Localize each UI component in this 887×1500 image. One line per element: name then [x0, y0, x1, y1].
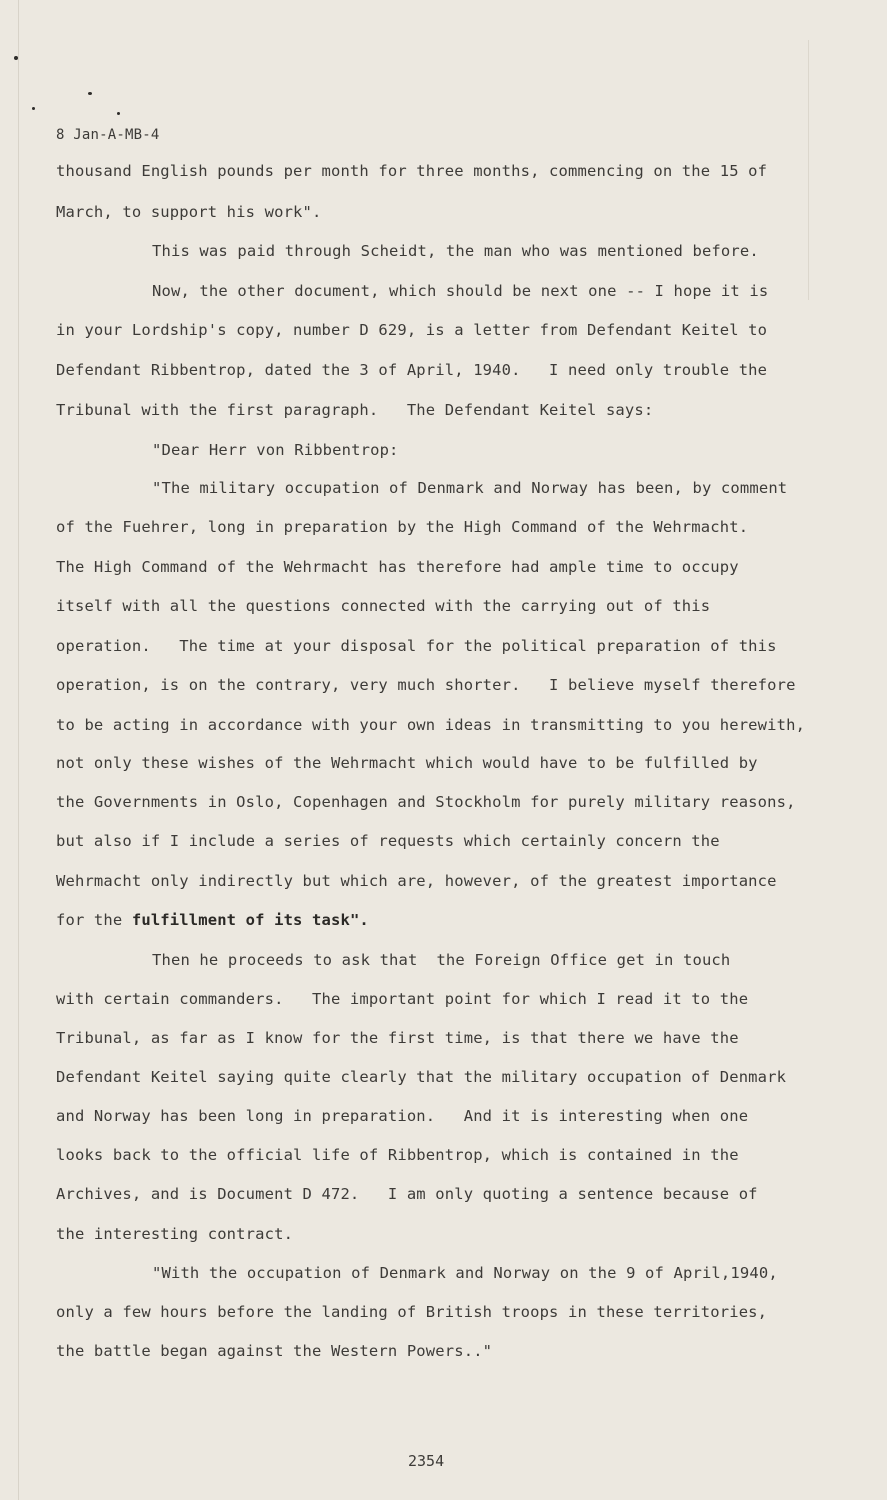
text-line: "With the occupation of Denmark and Norway on the 9 of April,1940,: [152, 1264, 778, 1282]
text-line: with certain commanders. The important point for which I read it to the: [56, 990, 749, 1008]
text-line: but also if I include a series of requests which certainly concern the: [56, 832, 720, 850]
text-line: operation, is on the contrary, very much shorter. I believe myself therefore: [56, 676, 796, 694]
text-line: the interesting contract.: [56, 1225, 294, 1243]
text-line: Tribunal, as far as I know for the first time, is that there we have the: [56, 1029, 739, 1047]
ink-speck: [88, 92, 92, 95]
text-line: looks back to the official life of Ribbentrop, which is contained in the: [56, 1146, 739, 1164]
ink-speck: [14, 56, 18, 60]
text-line: March, to support his work".: [56, 203, 322, 221]
text-line: Tribunal with the first paragraph. The Defendant Keitel says:: [56, 401, 654, 419]
ink-speck: [117, 112, 120, 115]
text-line: Then he proceeds to ask that the Foreign Office get in touch: [152, 951, 731, 969]
page-margin-mark: [808, 40, 809, 300]
text-line: the battle began against the Western Powers..": [56, 1342, 493, 1360]
text-line: itself with all the questions connected with the carrying out of this: [56, 597, 711, 615]
page-number: 2354: [408, 1452, 445, 1470]
text-line: not only these wishes of the Wehrmacht which would have to be fulfilled by: [56, 754, 758, 772]
text-line: Now, the other document, which should be next one -- I hope it is: [152, 282, 769, 300]
text-line: Wehrmacht only indirectly but which are, however, of the greatest importance: [56, 872, 777, 890]
ink-speck: [32, 107, 35, 110]
text-line: The High Command of the Wehrmacht has therefore had ample time to occupy: [56, 558, 739, 576]
text-line: "The military occupation of Denmark and Norway has been, by comment: [152, 479, 788, 497]
text-line: thousand English pounds per month for three months, commencing on the 15 of: [56, 162, 768, 180]
text-line: and Norway has been long in preparation. And it is interesting when one: [56, 1107, 749, 1125]
text-line: Defendant Keitel saying quite clearly that the military occupation of Denmark: [56, 1068, 787, 1086]
text-line: "Dear Herr von Ribbentrop:: [152, 441, 399, 459]
text-line: to be acting in accordance with your own ideas in transmitting to you herewith,: [56, 716, 806, 734]
text-fragment-bold: fulfillment of its task".: [131, 911, 369, 929]
text-line: Archives, and is Document D 472. I am only quoting a sentence because of: [56, 1185, 758, 1203]
text-line-bold: [56, 911, 369, 929]
text-line: This was paid through Scheidt, the man who was mentioned before.: [152, 242, 759, 260]
document-reference: 8 Jan-A-MB-4: [56, 127, 160, 143]
text-line: only a few hours before the landing of British troops in these territories,: [56, 1303, 768, 1321]
text-line: Defendant Ribbentrop, dated the 3 of April, 1940. I need only trouble the: [56, 361, 768, 379]
page-fold-line: [18, 0, 19, 1500]
text-line: of the Fuehrer, long in preparation by the High Command of the Wehrmacht.: [56, 518, 749, 536]
text-line: operation. The time at your disposal for the political preparation of this: [56, 637, 777, 655]
text-line: the Governments in Oslo, Copenhagen and Stockholm for purely military reasons,: [56, 793, 796, 811]
text-fragment: for the: [56, 911, 132, 929]
text-line: in your Lordship's copy, number D 629, is a letter from Defendant Keitel to: [56, 321, 768, 339]
